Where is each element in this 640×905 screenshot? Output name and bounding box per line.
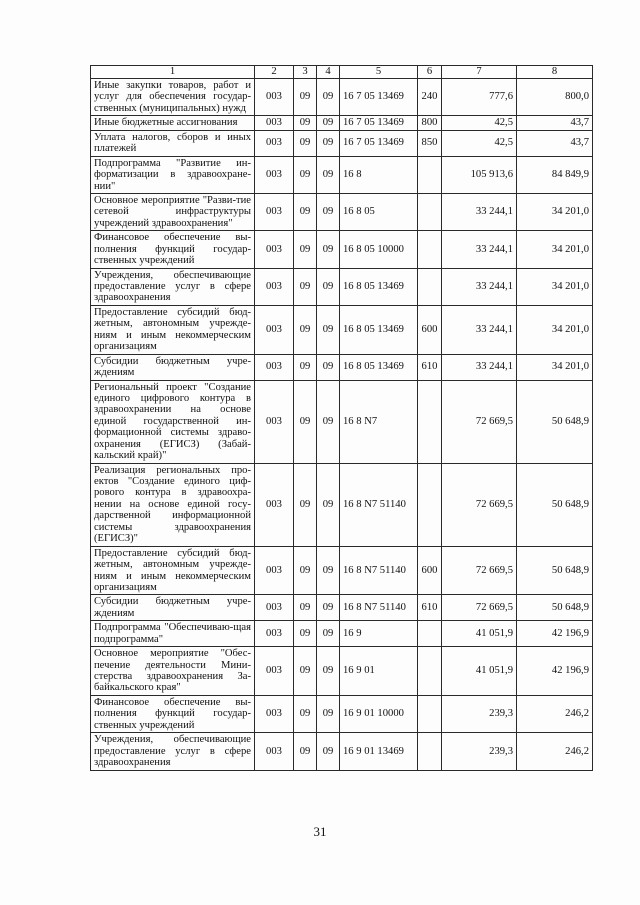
expense-type-code-cell bbox=[418, 268, 442, 305]
subsection-code-cell: 09 bbox=[317, 156, 340, 193]
section-code-cell: 09 bbox=[294, 463, 317, 546]
amount-year-1-cell: 33 244,1 bbox=[442, 231, 517, 268]
expense-type-code-cell: 610 bbox=[418, 354, 442, 380]
row-name-cell: Региональный проект "Создание единого цифрового контура в здравоохранении на основе единой государственной ин-формационной системы здраво-охранения (ЕГИСЗ) (Забай-кальский край)" bbox=[91, 380, 255, 463]
ministry-code-cell: 003 bbox=[255, 380, 294, 463]
row-name-cell: Учреждения, обеспечивающие предоставление услуг в сфере здравоохранения bbox=[91, 268, 255, 305]
expense-type-code-cell bbox=[418, 621, 442, 647]
section-code-cell: 09 bbox=[294, 305, 317, 354]
target-article-code-cell: 16 7 05 13469 bbox=[340, 116, 418, 130]
table-row bbox=[91, 156, 593, 193]
ministry-code-cell: 003 bbox=[255, 305, 294, 354]
amount-year-2-cell: 50 648,9 bbox=[517, 595, 593, 621]
amount-year-1-cell: 42,5 bbox=[442, 116, 517, 130]
section-code-cell: 09 bbox=[294, 156, 317, 193]
table-row bbox=[91, 621, 593, 647]
section-code-cell: 09 bbox=[294, 546, 317, 595]
ministry-code-cell: 003 bbox=[255, 116, 294, 130]
expense-type-code-cell bbox=[418, 733, 442, 770]
expense-type-code-cell: 600 bbox=[418, 305, 442, 354]
target-article-code-cell: 16 8 N7 51140 bbox=[340, 546, 418, 595]
expense-type-code-cell: 850 bbox=[418, 130, 442, 156]
target-article-code-cell: 16 8 05 bbox=[340, 193, 418, 230]
subsection-code-cell: 09 bbox=[317, 354, 340, 380]
ministry-code-cell: 003 bbox=[255, 621, 294, 647]
expense-type-code-cell bbox=[418, 647, 442, 696]
amount-year-2-cell: 43,7 bbox=[517, 130, 593, 156]
section-code-cell: 09 bbox=[294, 380, 317, 463]
subsection-code-cell: 09 bbox=[317, 733, 340, 770]
amount-year-1-cell: 41 051,9 bbox=[442, 621, 517, 647]
subsection-code-cell: 09 bbox=[317, 463, 340, 546]
table-row bbox=[91, 354, 593, 380]
target-article-code-cell: 16 8 05 13469 bbox=[340, 354, 418, 380]
ministry-code-cell: 003 bbox=[255, 595, 294, 621]
page-number: 31 bbox=[313, 824, 327, 839]
ministry-code-cell: 003 bbox=[255, 463, 294, 546]
table-row bbox=[91, 193, 593, 230]
ministry-code-cell: 003 bbox=[255, 733, 294, 770]
row-name-cell: Основное мероприятие "Обес-печение деятельности Мини-стерства здравоохранения За-байкальского края" bbox=[91, 647, 255, 696]
column-header: 8 bbox=[517, 66, 593, 79]
expense-type-code-cell bbox=[418, 231, 442, 268]
section-code-cell: 09 bbox=[294, 595, 317, 621]
amount-year-1-cell: 33 244,1 bbox=[442, 305, 517, 354]
section-code-cell: 09 bbox=[294, 647, 317, 696]
ministry-code-cell: 003 bbox=[255, 156, 294, 193]
subsection-code-cell: 09 bbox=[317, 130, 340, 156]
amount-year-2-cell: 34 201,0 bbox=[517, 268, 593, 305]
target-article-code-cell: 16 8 bbox=[340, 156, 418, 193]
subsection-code-cell: 09 bbox=[317, 116, 340, 130]
amount-year-1-cell: 72 669,5 bbox=[442, 463, 517, 546]
subsection-code-cell: 09 bbox=[317, 595, 340, 621]
budget-table bbox=[90, 65, 593, 771]
amount-year-2-cell: 84 849,9 bbox=[517, 156, 593, 193]
amount-year-2-cell: 50 648,9 bbox=[517, 380, 593, 463]
amount-year-2-cell: 246,2 bbox=[517, 695, 593, 732]
expense-type-code-cell: 610 bbox=[418, 595, 442, 621]
expense-type-code-cell bbox=[418, 695, 442, 732]
target-article-code-cell: 16 9 bbox=[340, 621, 418, 647]
row-name-cell: Реализация региональных про-ектов "Создание единого циф-рового контура в здравоохра-нении на основе единой госу-дарственной информационной системы здравоохранения (ЕГИСЗ)" bbox=[91, 463, 255, 546]
amount-year-1-cell: 42,5 bbox=[442, 130, 517, 156]
row-name-cell: Финансовое обеспечение вы-полнения функций государ-ственных учреждений bbox=[91, 231, 255, 268]
subsection-code-cell: 09 bbox=[317, 193, 340, 230]
amount-year-2-cell: 246,2 bbox=[517, 733, 593, 770]
row-name-cell: Уплата налогов, сборов и иных платежей bbox=[91, 130, 255, 156]
table-header-row bbox=[91, 66, 593, 79]
amount-year-1-cell: 72 669,5 bbox=[442, 380, 517, 463]
target-article-code-cell: 16 8 N7 51140 bbox=[340, 595, 418, 621]
section-code-cell: 09 bbox=[294, 695, 317, 732]
expense-type-code-cell: 600 bbox=[418, 546, 442, 595]
table-row bbox=[91, 647, 593, 696]
column-header: 2 bbox=[255, 66, 294, 79]
amount-year-1-cell: 239,3 bbox=[442, 733, 517, 770]
row-name-cell: Подпрограмма "Развитие ин-форматизации в здравоохране-нии" bbox=[91, 156, 255, 193]
ministry-code-cell: 003 bbox=[255, 79, 294, 116]
ministry-code-cell: 003 bbox=[255, 695, 294, 732]
target-article-code-cell: 16 9 01 bbox=[340, 647, 418, 696]
amount-year-2-cell: 43,7 bbox=[517, 116, 593, 130]
subsection-code-cell: 09 bbox=[317, 380, 340, 463]
ministry-code-cell: 003 bbox=[255, 354, 294, 380]
section-code-cell: 09 bbox=[294, 733, 317, 770]
row-name-cell: Основное мероприятие "Разви-тие сетевой инфраструктуры учреждений здравоохранения" bbox=[91, 193, 255, 230]
amount-year-2-cell: 50 648,9 bbox=[517, 546, 593, 595]
table-row bbox=[91, 116, 593, 130]
amount-year-2-cell: 34 201,0 bbox=[517, 193, 593, 230]
amount-year-2-cell: 34 201,0 bbox=[517, 354, 593, 380]
row-name-cell: Иные закупки товаров, работ и услуг для обеспечения государ-ственных (муниципальных) нужд bbox=[91, 79, 255, 116]
target-article-code-cell: 16 7 05 13469 bbox=[340, 79, 418, 116]
section-code-cell: 09 bbox=[294, 354, 317, 380]
amount-year-2-cell: 800,0 bbox=[517, 79, 593, 116]
subsection-code-cell: 09 bbox=[317, 231, 340, 268]
expense-type-code-cell: 240 bbox=[418, 79, 442, 116]
table-row bbox=[91, 733, 593, 770]
table-row bbox=[91, 268, 593, 305]
expense-type-code-cell bbox=[418, 193, 442, 230]
column-header: 3 bbox=[294, 66, 317, 79]
subsection-code-cell: 09 bbox=[317, 647, 340, 696]
amount-year-2-cell: 34 201,0 bbox=[517, 231, 593, 268]
table-row bbox=[91, 695, 593, 732]
amount-year-1-cell: 239,3 bbox=[442, 695, 517, 732]
target-article-code-cell: 16 7 05 13469 bbox=[340, 130, 418, 156]
table-row bbox=[91, 79, 593, 116]
target-article-code-cell: 16 8 05 13469 bbox=[340, 268, 418, 305]
target-article-code-cell: 16 8 05 10000 bbox=[340, 231, 418, 268]
row-name-cell: Субсидии бюджетным учре-ждениям bbox=[91, 595, 255, 621]
row-name-cell: Субсидии бюджетным учре-ждениям bbox=[91, 354, 255, 380]
column-header: 7 bbox=[442, 66, 517, 79]
section-code-cell: 09 bbox=[294, 231, 317, 268]
expense-type-code-cell: 800 bbox=[418, 116, 442, 130]
column-header: 4 bbox=[317, 66, 340, 79]
section-code-cell: 09 bbox=[294, 268, 317, 305]
amount-year-1-cell: 777,6 bbox=[442, 79, 517, 116]
column-header: 6 bbox=[418, 66, 442, 79]
column-header: 5 bbox=[340, 66, 418, 79]
section-code-cell: 09 bbox=[294, 193, 317, 230]
amount-year-1-cell: 41 051,9 bbox=[442, 647, 517, 696]
target-article-code-cell: 16 8 05 13469 bbox=[340, 305, 418, 354]
column-header: 1 bbox=[91, 66, 255, 79]
row-name-cell: Финансовое обеспечение вы-полнения функций государ-ственных учреждений bbox=[91, 695, 255, 732]
table-row bbox=[91, 463, 593, 546]
amount-year-1-cell: 72 669,5 bbox=[442, 546, 517, 595]
table-body bbox=[91, 79, 593, 771]
table-row bbox=[91, 380, 593, 463]
table-row bbox=[91, 305, 593, 354]
section-code-cell: 09 bbox=[294, 130, 317, 156]
target-article-code-cell: 16 8 N7 51140 bbox=[340, 463, 418, 546]
section-code-cell: 09 bbox=[294, 621, 317, 647]
amount-year-1-cell: 105 913,6 bbox=[442, 156, 517, 193]
subsection-code-cell: 09 bbox=[317, 305, 340, 354]
target-article-code-cell: 16 9 01 13469 bbox=[340, 733, 418, 770]
row-name-cell: Подпрограмма "Обеспечиваю-щая подпрограмма" bbox=[91, 621, 255, 647]
amount-year-2-cell: 50 648,9 bbox=[517, 463, 593, 546]
table-row bbox=[91, 130, 593, 156]
amount-year-2-cell: 42 196,9 bbox=[517, 647, 593, 696]
ministry-code-cell: 003 bbox=[255, 231, 294, 268]
row-name-cell: Предоставление субсидий бюд-жетным, автономным учрежде-ниям и иным некоммерческим организациям bbox=[91, 305, 255, 354]
subsection-code-cell: 09 bbox=[317, 79, 340, 116]
row-name-cell: Иные бюджетные ассигнования bbox=[91, 116, 255, 130]
target-article-code-cell: 16 8 N7 bbox=[340, 380, 418, 463]
expense-type-code-cell bbox=[418, 380, 442, 463]
section-code-cell: 09 bbox=[294, 116, 317, 130]
ministry-code-cell: 003 bbox=[255, 193, 294, 230]
amount-year-1-cell: 33 244,1 bbox=[442, 268, 517, 305]
subsection-code-cell: 09 bbox=[317, 268, 340, 305]
amount-year-1-cell: 33 244,1 bbox=[442, 354, 517, 380]
subsection-code-cell: 09 bbox=[317, 695, 340, 732]
table-row bbox=[91, 546, 593, 595]
ministry-code-cell: 003 bbox=[255, 546, 294, 595]
amount-year-2-cell: 34 201,0 bbox=[517, 305, 593, 354]
table-row bbox=[91, 595, 593, 621]
amount-year-1-cell: 33 244,1 bbox=[442, 193, 517, 230]
subsection-code-cell: 09 bbox=[317, 621, 340, 647]
ministry-code-cell: 003 bbox=[255, 130, 294, 156]
target-article-code-cell: 16 9 01 10000 bbox=[340, 695, 418, 732]
subsection-code-cell: 09 bbox=[317, 546, 340, 595]
amount-year-2-cell: 42 196,9 bbox=[517, 621, 593, 647]
ministry-code-cell: 003 bbox=[255, 268, 294, 305]
ministry-code-cell: 003 bbox=[255, 647, 294, 696]
expense-type-code-cell bbox=[418, 156, 442, 193]
amount-year-1-cell: 72 669,5 bbox=[442, 595, 517, 621]
row-name-cell: Предоставление субсидий бюд-жетным, автономным учрежде-ниям и иным некоммерческим организациям bbox=[91, 546, 255, 595]
expense-type-code-cell bbox=[418, 463, 442, 546]
row-name-cell: Учреждения, обеспечивающие предоставление услуг в сфере здравоохранения bbox=[91, 733, 255, 770]
section-code-cell: 09 bbox=[294, 79, 317, 116]
table-row bbox=[91, 231, 593, 268]
